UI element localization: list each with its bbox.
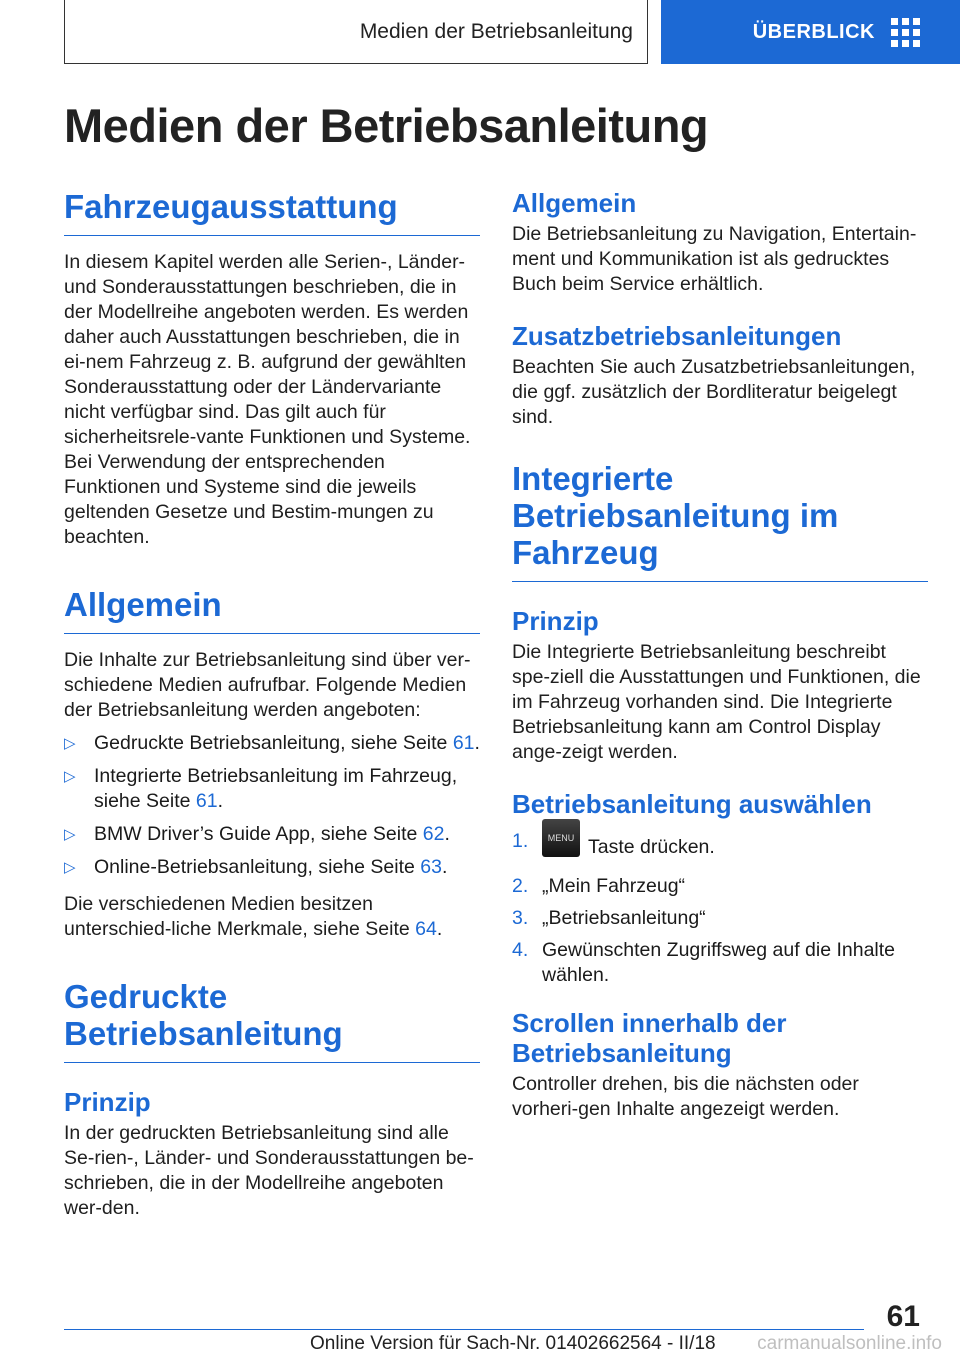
subsection-title-zusatz: Zusatzbetriebsanleitungen — [512, 321, 842, 351]
steps-list — [512, 829, 928, 988]
list-item-text: Online-Betriebsanleitung, siehe Seite — [94, 856, 421, 878]
list-item — [512, 938, 928, 988]
list-item — [512, 906, 928, 931]
page-link[interactable]: 64 — [415, 918, 437, 940]
subsection-title-auswaehlen: Betriebsanleitung auswählen — [512, 789, 872, 819]
paragraph: Beachten Sie auch Zusatzbetriebsanleitungen, die ggf. zusätzlich der Bordliteratur beigelegt sind. — [512, 356, 916, 428]
overview-nav-label: ÜBERBLICK — [752, 20, 875, 43]
paragraph: Die Inhalte zur Betriebsanleitung sind über ver-schiedene Medien aufrufbar. Folgende Medien der Betriebsanleitung werden angeboten: — [64, 649, 471, 721]
list-item: ▷ Integrierte Betriebsanleitung im Fahrzeug, siehe Seite 61. — [64, 765, 458, 812]
section-title-integrierte-betriebsanleitung: Integrierte Betriebsanleitung im Fahrzeug — [512, 460, 928, 582]
step-number: 4. — [512, 939, 529, 961]
list-item: ▷ Gedruckte Betriebsanleitung, siehe Seite 61. — [64, 732, 480, 754]
media-list — [64, 731, 480, 880]
header-section-title — [64, 0, 648, 64]
section-title-fahrzeugausstattung: Fahrzeugausstattung — [64, 188, 480, 236]
paragraph: Die Betriebsanleitung zu Navigation, Entertain-ment und Kommunikation ist als gedrucktes Buch beim Service erhältlich. — [512, 223, 917, 295]
subsection-title-prinzip: Prinzip — [64, 1087, 151, 1117]
triangle-bullet-icon: ▷ — [64, 735, 76, 752]
triangle-bullet-icon: ▷ — [64, 826, 76, 843]
step-number: 3. — [512, 907, 529, 929]
step-text: Gewünschten Zugriffsweg auf die Inhalte wählen. — [542, 939, 896, 986]
list-item: ▷ Online-Betriebsanleitung, siehe Seite 63. — [64, 856, 448, 878]
paragraph-text: Die verschiedenen Medien besitzen unterschied-liche Merkmale, siehe Seite — [64, 893, 416, 940]
triangle-bullet-icon: ▷ — [64, 768, 76, 785]
footer-text: Online Version für Sach-Nr. 01402662564 - II/18 — [310, 1333, 716, 1354]
section-title-allgemein: Allgemein — [64, 586, 480, 634]
watermark: carmanualsonline.info — [757, 1333, 942, 1354]
left-column — [64, 188, 480, 1235]
page-link[interactable]: 63 — [420, 856, 442, 878]
page-link[interactable]: 62 — [422, 823, 445, 845]
step-number: 2. — [512, 875, 529, 897]
overview-nav-button[interactable] — [661, 0, 960, 64]
paragraph: Controller drehen, bis die nächsten oder vorheri-gen Inhalte angezeigt werden. — [512, 1073, 859, 1120]
section-title-gedruckte-betriebsanleitung: Gedruckte Betriebsanleitung — [64, 978, 480, 1063]
paragraph: Die Integrierte Betriebsanleitung beschreibt spe-ziell die Ausstattungen und Funktionen, die im Fahrzeug vorhanden sind. Die Integrierte Betriebsanleitung kann am Control Display ange-zeigt werden. — [512, 641, 921, 763]
grid-menu-icon — [891, 18, 920, 47]
list-item-text: BMW Driver’s Guide App, siehe Seite — [94, 823, 423, 845]
list-item-text: Integrierte Betriebsanleitung im Fahrzeug, siehe Seite — [94, 765, 458, 812]
paragraph: Die verschiedenen Medien besitzen unterschied-liche Merkmale, siehe Seite 64. — [64, 893, 443, 940]
subsection-title-allgemein: Allgemein — [512, 188, 637, 218]
footer-divider — [64, 1329, 864, 1330]
page-link[interactable]: 61 — [452, 732, 475, 754]
step-text: Taste drücken. — [588, 836, 715, 859]
page-link[interactable]: 61 — [195, 790, 218, 812]
step-number: 1. — [512, 830, 529, 852]
right-column — [512, 188, 928, 1136]
list-item — [512, 829, 928, 867]
step-text: „Mein Fahrzeug“ — [542, 875, 686, 897]
page-title: Medien der Betriebsanleitung — [64, 99, 709, 152]
list-item — [512, 874, 928, 899]
subsection-title-prinzip: Prinzip — [512, 606, 599, 636]
step-text: „Betriebsanleitung“ — [542, 907, 706, 929]
list-item-text: Gedruckte Betriebsanleitung, siehe Seite — [94, 732, 453, 754]
page-number: 61 — [886, 1300, 920, 1333]
paragraph: In der gedruckten Betriebsanleitung sind alle Se-rien-, Länder- und Sonderausstattungen be-schrieben, die in der Modellreihe angeboten wer-den. — [64, 1122, 474, 1219]
menu-button-icon: MENU — [542, 819, 580, 857]
subsection-title-scrollen: Scrollen innerhalb der Betriebsanleitung — [512, 1008, 787, 1068]
paragraph: In diesem Kapitel werden alle Serien-, Länder- und Sonderausstattungen beschrieben, die in der Modellreihe angeboten werden. Es werden daher auch Ausstattungen beschrieben, die in ei-nem Fahrzeug z. B. aufgrund der gewählten Sonderausstattung oder der Ländervariante nicht verfügbar sind. Das gilt auch für sicherheitsrele-vante Funktionen und Systeme. Bei Verwendung der entsprechenden Funktionen und Systeme sind die jeweils geltenden Gesetze und Bestim-mungen zu beachten. — [64, 251, 471, 548]
triangle-bullet-icon: ▷ — [64, 859, 76, 876]
list-item: ▷ BMW Driver’s Guide App, siehe Seite 62. — [64, 823, 450, 845]
header-section-title-text: Medien der Betriebsanleitung — [359, 19, 633, 43]
